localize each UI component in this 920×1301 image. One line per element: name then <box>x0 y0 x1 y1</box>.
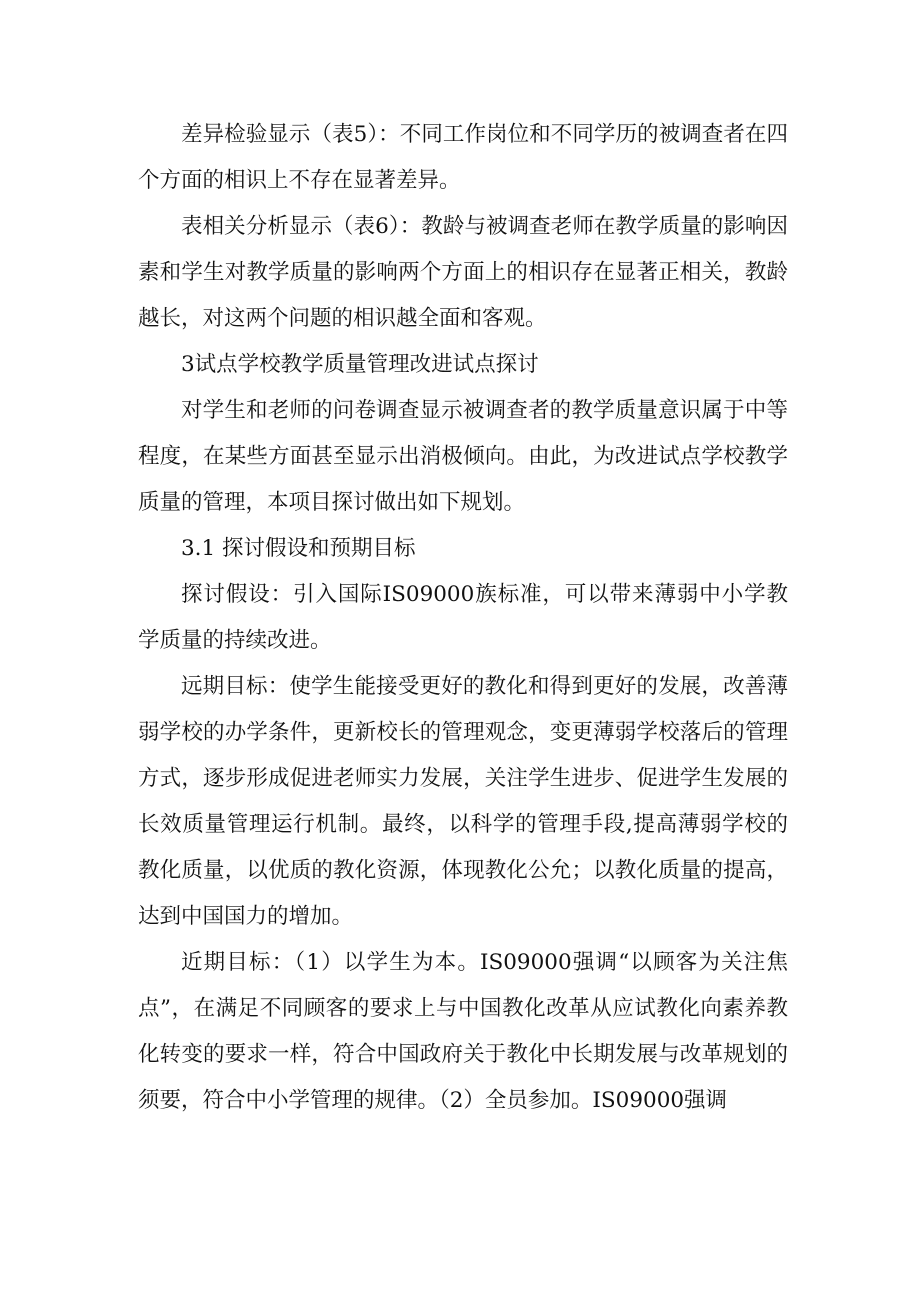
paragraph-short-term-goal: 近期目标：（1）以学生为本。IS09000强调“以顾客为关注焦点”，在满足不同顾客的要求上与中国教化改革从应试教化向素养教化转变的要求一样，符合中国政府关于教化中长期发展与改革规划的须要，符合中小学管理的规律。（2）全员参加。IS09000强调 <box>138 950 788 1113</box>
paragraph-long-term-goal: 远期目标：使学生能接受更好的教化和得到更好的发展，改善薄弱学校的办学条件，更新校长的管理观念，变更薄弱学校落后的管理方式，逐步形成促进老师实力发展，关注学生进步、促进学生发展的长效质量管理运行机制。最终，以科学的管理手段,提高薄弱学校的教化质量，以优质的教化资源，体现教化公允；以教化质量的提高，达到中国国力的增加。 <box>138 674 788 929</box>
paragraph-hypothesis: 探讨假设：引入国际IS09000族标准，可以带来薄弱中小学教学质量的持续改进。 <box>138 582 788 653</box>
paragraph-survey-findings: 对学生和老师的问卷调查显示被调查者的教学质量意识属于中等程度，在某些方面甚至显示出消极倾向。由此，为改进试点学校教学质量的管理，本项目探讨做出如下规划。 <box>138 398 788 515</box>
document-body <box>138 112 788 1124</box>
section-heading-3: 3试点学校教学质量管理改进试点探讨 <box>181 352 539 377</box>
paragraph-difference-test: 差异检验显示（表5）：不同工作岗位和不同学历的被调查者在四个方面的相识上不存在显著差异。 <box>138 122 788 193</box>
paragraph-correlation-analysis: 表相关分析显示（表6）：教龄与被调查老师在教学质量的影响因素和学生对教学质量的影响两个方面上的相识存在显著正相关，教龄越长，对这两个问题的相识越全面和客观。 <box>138 214 788 331</box>
section-heading-3-1: 3.1 探讨假设和预期目标 <box>181 536 416 561</box>
